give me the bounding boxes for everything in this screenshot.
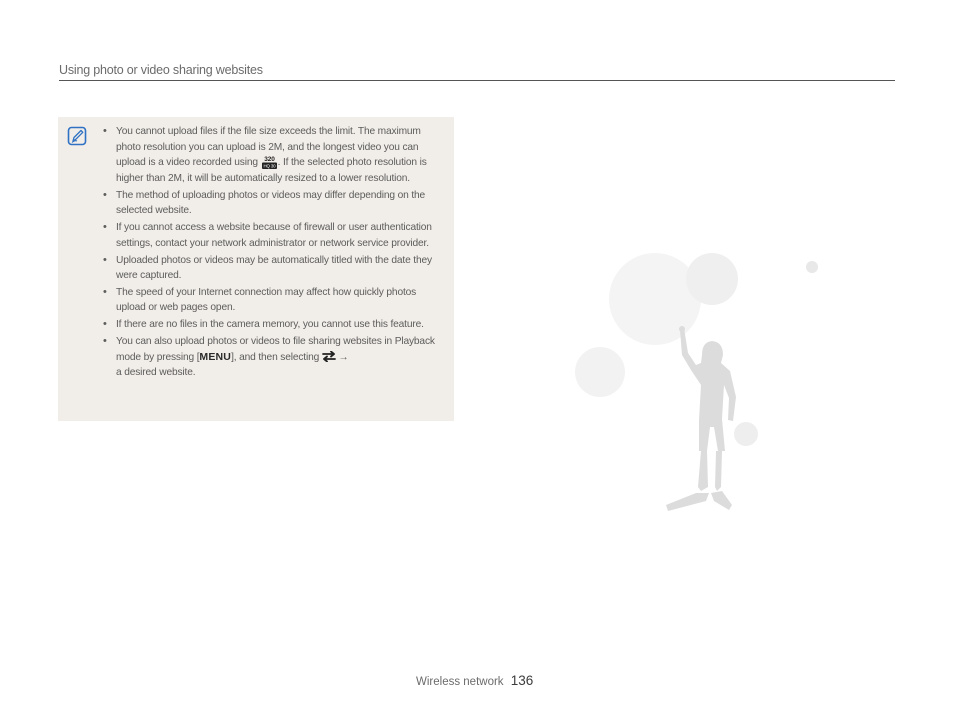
decor-circle [806, 261, 818, 273]
menu-key: MENU [199, 350, 232, 363]
decor-circle [686, 253, 738, 305]
page-number: 136 [510, 673, 534, 688]
note-pencil-icon [67, 126, 87, 146]
decor-circle [575, 347, 625, 397]
section-header: Using photo or video sharing websites [59, 63, 263, 77]
list-item: • If you cannot access a website because of firewall or user authentication settings, contact your network administrator or network service provider. [103, 220, 448, 251]
page-footer [416, 673, 533, 688]
note-text: You cannot upload files if the file size exceeds the limit. The maximum photo resolution you can upload is 2M, and the longest video you can upload is a video recorded using [116, 126, 421, 169]
note-box [58, 117, 454, 421]
decorative-illustration [570, 245, 830, 520]
arrow-symbol: → [338, 351, 349, 363]
note-list [103, 124, 448, 382]
share-arrows-icon [322, 351, 336, 362]
video-size-320-icon [261, 155, 278, 170]
list-item: • The method of uploading photos or videos may differ depending on the selected website. [103, 188, 448, 219]
note-text: ], and then selecting [231, 351, 322, 363]
note-text: a desired website. [116, 367, 196, 379]
note-text: You can also upload photos or videos to file sharing websites in Playback mode by pressing [ [116, 336, 435, 363]
list-item [103, 124, 448, 187]
list-item: • If there are no files in the camera memory, you cannot use this feature. [103, 317, 448, 333]
decor-circle [734, 422, 758, 446]
note-text: . If the selected photo resolution is higher than 2M, it will be automatically resized to a lower resolution. [116, 157, 427, 184]
video-size-icon-quality: HQ 30 [263, 163, 276, 169]
header-rule [59, 80, 895, 81]
decor-circle [609, 253, 701, 345]
footer-chapter: Wireless network [416, 676, 504, 688]
list-item [103, 334, 448, 381]
list-item: • Uploaded photos or videos may be automatically titled with the date they were captured. [103, 253, 448, 284]
video-size-icon-label: 320 [263, 156, 275, 164]
child-silhouette [666, 326, 736, 511]
list-item: • The speed of your Internet connection may affect how quickly photos upload or web pages open. [103, 285, 448, 316]
